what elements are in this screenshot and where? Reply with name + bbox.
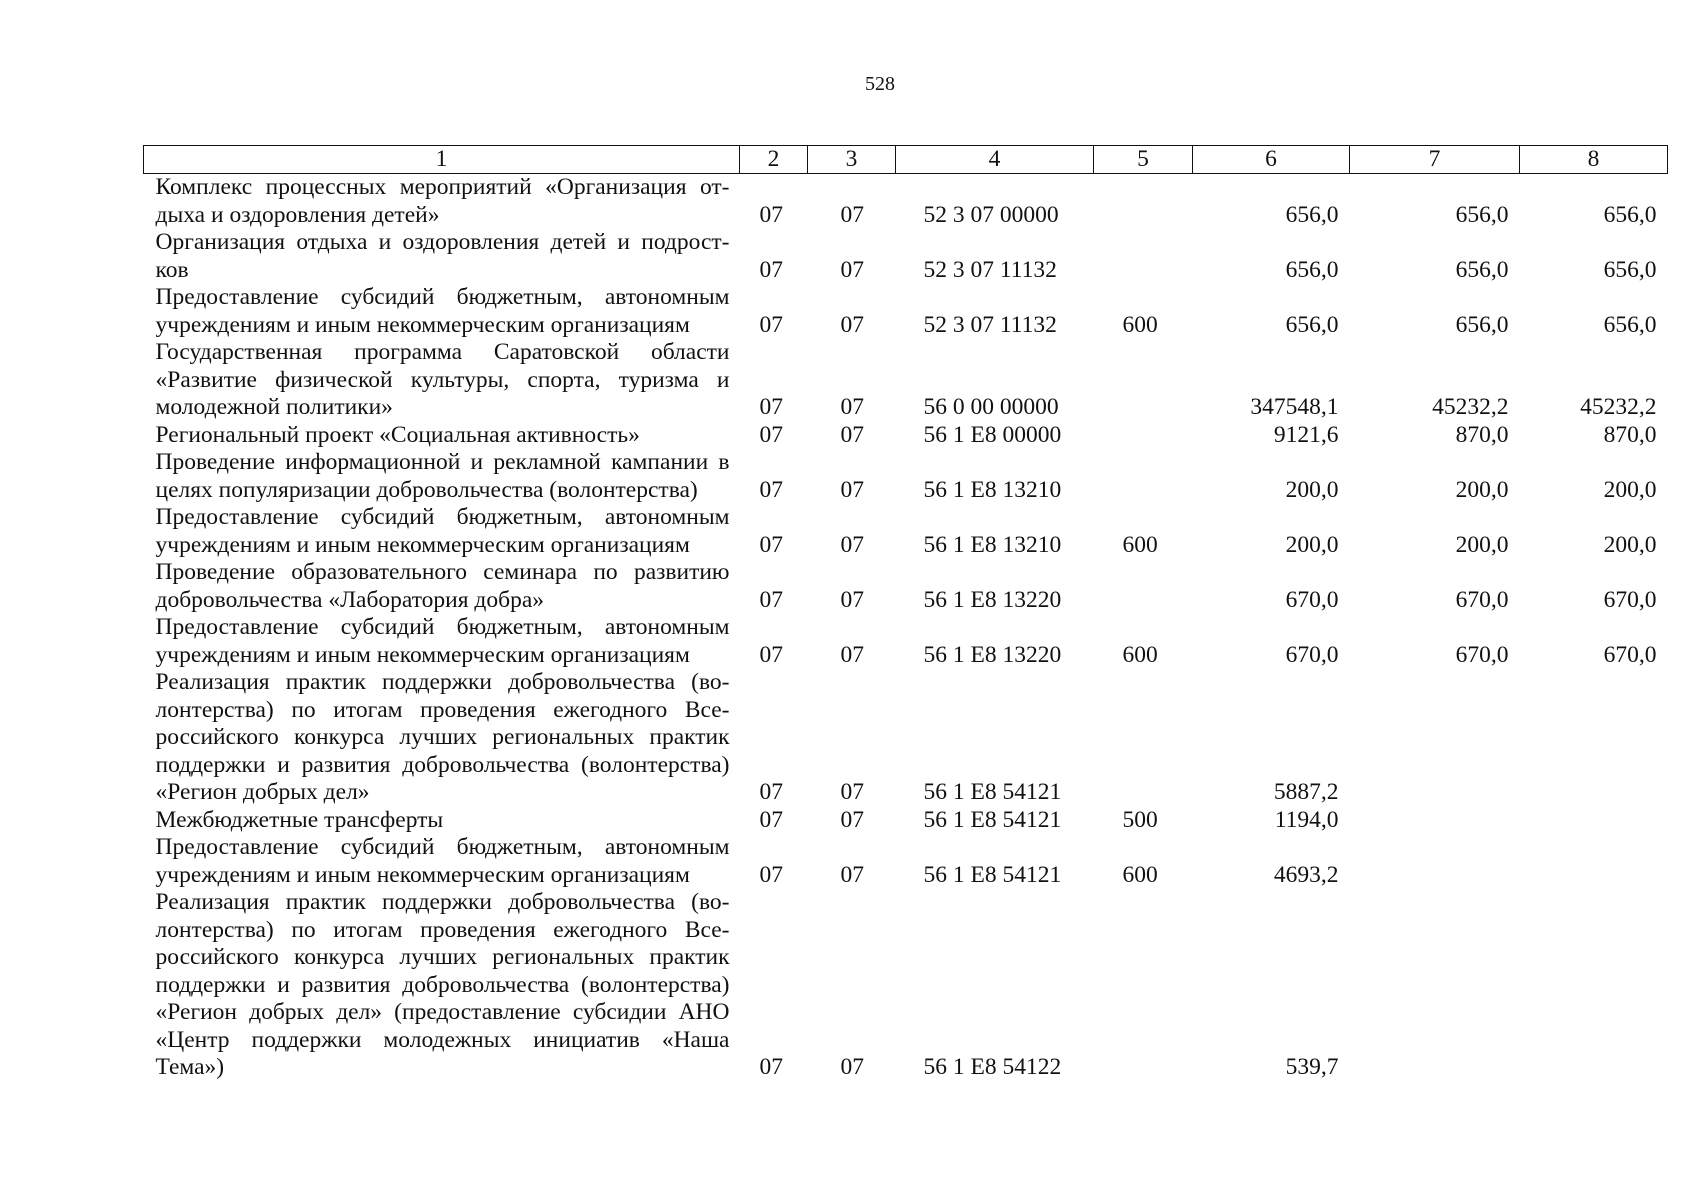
row-sum-2: 200,0: [1455, 476, 1509, 503]
row-target-article: 52 3 07 11132: [923, 311, 1057, 338]
row-subsection-code: 07: [840, 531, 864, 558]
row-name: Реализация практик поддержки добровольчества (во-лонтерства) по итогам проведения ежегодного Все-российского конкурса лучших региональных практик поддержки и развития добровольчества (волонтерства) «Регион добрых дел» (предоставление субсидии АНО «Центр поддержки молодежных инициатив «Наша Тема»): [155, 889, 730, 1080]
header-cell-sum-3: 8: [1520, 146, 1668, 174]
table-row: [144, 449, 1668, 504]
table-row: [144, 174, 1668, 230]
table-row: [144, 807, 1668, 835]
header-cell-sum-1: 6: [1193, 146, 1350, 174]
row-name: Реализация практик поддержки добровольчества (во-лонтерства) по итогам проведения ежегодного Все-российского конкурса лучших региональных практик поддержки и развития добровольчества (волонтерства) «Регион добрых дел»: [155, 669, 730, 805]
table-row: [144, 422, 1668, 450]
row-sum-1: 656,0: [1285, 311, 1339, 338]
row-sum-3: 670,0: [1603, 641, 1657, 668]
row-subsection-code: 07: [840, 806, 864, 833]
row-sum-3: [1520, 669, 1668, 807]
row-sum-3: 656,0: [1603, 201, 1657, 228]
table-row: [144, 889, 1668, 1082]
row-section-code: 07: [759, 394, 783, 420]
row-target-article: 56 1 E8 54122: [923, 1054, 1062, 1080]
row-expense-type: 600: [1122, 311, 1158, 338]
row-sum-1: 656,0: [1285, 201, 1339, 228]
table-row: [144, 339, 1668, 422]
row-name: Проведение образовательного семинара по развитию добровольчества «Лаборатория добра»: [155, 559, 730, 613]
row-target-article: 56 0 00 00000: [923, 394, 1059, 420]
row-expense-type: 600: [1122, 641, 1158, 668]
table-row: [144, 614, 1668, 669]
row-sum-2: 45232,2: [1432, 394, 1509, 420]
row-name: Предоставление субсидий бюджетным, автономным учреждениям и иным некоммерческим организациям: [155, 834, 730, 888]
header-cell-target-article: 4: [896, 146, 1094, 174]
row-sum-1: 200,0: [1285, 531, 1339, 558]
row-section-code: 07: [759, 806, 783, 833]
row-subsection-code: 07: [840, 421, 864, 448]
table-row: [144, 669, 1668, 807]
row-subsection-code: 07: [840, 201, 864, 228]
row-expense-type: 500: [1122, 806, 1158, 833]
row-subsection-code: 07: [840, 394, 864, 420]
row-section-code: 07: [759, 641, 783, 668]
header-cell-sum-2: 7: [1350, 146, 1520, 174]
table-body: [144, 174, 1668, 1082]
row-expense-type: [1094, 229, 1193, 284]
row-expense-type: [1094, 174, 1193, 230]
table-row: [144, 504, 1668, 559]
row-name: Комплекс процессных мероприятий «Организация от-дыха и оздоровления детей»: [155, 174, 730, 228]
row-sum-3: 45232,2: [1580, 394, 1657, 420]
row-sum-3: 656,0: [1603, 256, 1657, 283]
row-sum-1: 539,7: [1285, 1054, 1339, 1080]
row-sum-2: [1350, 807, 1520, 835]
row-subsection-code: 07: [840, 586, 864, 613]
row-expense-type: 600: [1122, 531, 1158, 558]
row-subsection-code: 07: [840, 861, 864, 888]
budget-table: [143, 145, 1668, 1082]
row-section-code: 07: [759, 531, 783, 558]
row-section-code: 07: [759, 201, 783, 228]
row-target-article: 56 1 E8 13220: [923, 586, 1062, 613]
row-sum-1: 9121,6: [1273, 421, 1339, 448]
row-sum-2: [1350, 669, 1520, 807]
row-sum-3: 200,0: [1603, 476, 1657, 503]
row-expense-type: [1094, 559, 1193, 614]
row-sum-1: 5887,2: [1273, 779, 1339, 805]
row-target-article: 56 1 E8 54121: [923, 861, 1062, 888]
row-section-code: 07: [759, 256, 783, 283]
row-sum-3: 200,0: [1603, 531, 1657, 558]
row-name: Межбюджетные трансферты: [155, 806, 444, 833]
row-sum-3: 670,0: [1603, 586, 1657, 613]
row-name: Организация отдыха и оздоровления детей и подрост-ков: [155, 229, 730, 283]
row-name: Предоставление субсидий бюджетным, автономным учреждениям и иным некоммерческим организациям: [155, 614, 730, 668]
row-section-code: 07: [759, 311, 783, 338]
row-target-article: 56 1 E8 54121: [923, 806, 1062, 833]
row-subsection-code: 07: [840, 1054, 864, 1080]
row-expense-type: [1094, 422, 1193, 450]
header-cell-subsection: 3: [808, 146, 896, 174]
row-subsection-code: 07: [840, 779, 864, 805]
table-row: [144, 284, 1668, 339]
row-sum-1: 670,0: [1285, 586, 1339, 613]
row-sum-1: 656,0: [1285, 256, 1339, 283]
row-section-code: 07: [759, 779, 783, 805]
row-name: Проведение информационной и рекламной кампании в целях популяризации добровольчества (волонтерства): [155, 449, 730, 503]
header-cell-expense-type: 5: [1094, 146, 1193, 174]
row-sum-1: 4693,2: [1273, 861, 1339, 888]
row-subsection-code: 07: [840, 476, 864, 503]
row-target-article: 52 3 07 11132: [923, 256, 1057, 283]
row-sum-2: 656,0: [1455, 311, 1509, 338]
row-section-code: 07: [759, 586, 783, 613]
row-expense-type: [1094, 889, 1193, 1082]
row-sum-3: 870,0: [1603, 421, 1657, 448]
row-subsection-code: 07: [840, 311, 864, 338]
row-sum-2: 670,0: [1455, 586, 1509, 613]
table-header: [144, 146, 1668, 174]
row-target-article: 56 1 E8 13210: [923, 531, 1062, 558]
row-sum-3: 656,0: [1603, 311, 1657, 338]
header-cell-name: 1: [144, 146, 740, 174]
page-number: 528: [865, 73, 895, 95]
row-expense-type: 600: [1122, 861, 1158, 888]
header-row: [144, 146, 1668, 174]
row-sum-3: [1520, 889, 1668, 1082]
row-sum-2: [1350, 889, 1520, 1082]
row-sum-2: [1350, 834, 1520, 889]
row-subsection-code: 07: [840, 641, 864, 668]
table-row: [144, 229, 1668, 284]
row-subsection-code: 07: [840, 256, 864, 283]
row-sum-3: [1520, 834, 1668, 889]
row-name: Региональный проект «Социальная активность»: [155, 421, 640, 448]
row-name: Предоставление субсидий бюджетным, автономным учреждениям и иным некоммерческим организациям: [155, 284, 730, 338]
row-sum-2: 870,0: [1455, 421, 1509, 448]
row-target-article: 52 3 07 00000: [923, 201, 1059, 228]
row-sum-2: 670,0: [1455, 641, 1509, 668]
row-expense-type: [1094, 339, 1193, 422]
row-target-article: 56 1 E8 13220: [923, 641, 1062, 668]
row-section-code: 07: [759, 1054, 783, 1080]
row-sum-1: 1194,0: [1274, 806, 1339, 833]
row-sum-2: 200,0: [1455, 531, 1509, 558]
row-target-article: 56 1 E8 00000: [923, 421, 1062, 448]
row-section-code: 07: [759, 421, 783, 448]
row-sum-3: [1520, 807, 1668, 835]
row-sum-1: 347548,1: [1250, 394, 1339, 420]
row-expense-type: [1094, 669, 1193, 807]
row-expense-type: [1094, 449, 1193, 504]
table-row: [144, 559, 1668, 614]
row-sum-1: 200,0: [1285, 476, 1339, 503]
row-section-code: 07: [759, 476, 783, 503]
header-cell-section: 2: [740, 146, 808, 174]
row-sum-2: 656,0: [1455, 201, 1509, 228]
row-section-code: 07: [759, 861, 783, 888]
row-sum-2: 656,0: [1455, 256, 1509, 283]
row-target-article: 56 1 E8 13210: [923, 476, 1062, 503]
row-name: Государственная программа Саратовской области «Развитие физической культуры, спорта, туризма и молодежной политики»: [155, 339, 730, 420]
row-target-article: 56 1 E8 54121: [923, 779, 1062, 805]
row-sum-1: 670,0: [1285, 641, 1339, 668]
row-name: Предоставление субсидий бюджетным, автономным учреждениям и иным некоммерческим организациям: [155, 504, 730, 558]
table-row: [144, 834, 1668, 889]
